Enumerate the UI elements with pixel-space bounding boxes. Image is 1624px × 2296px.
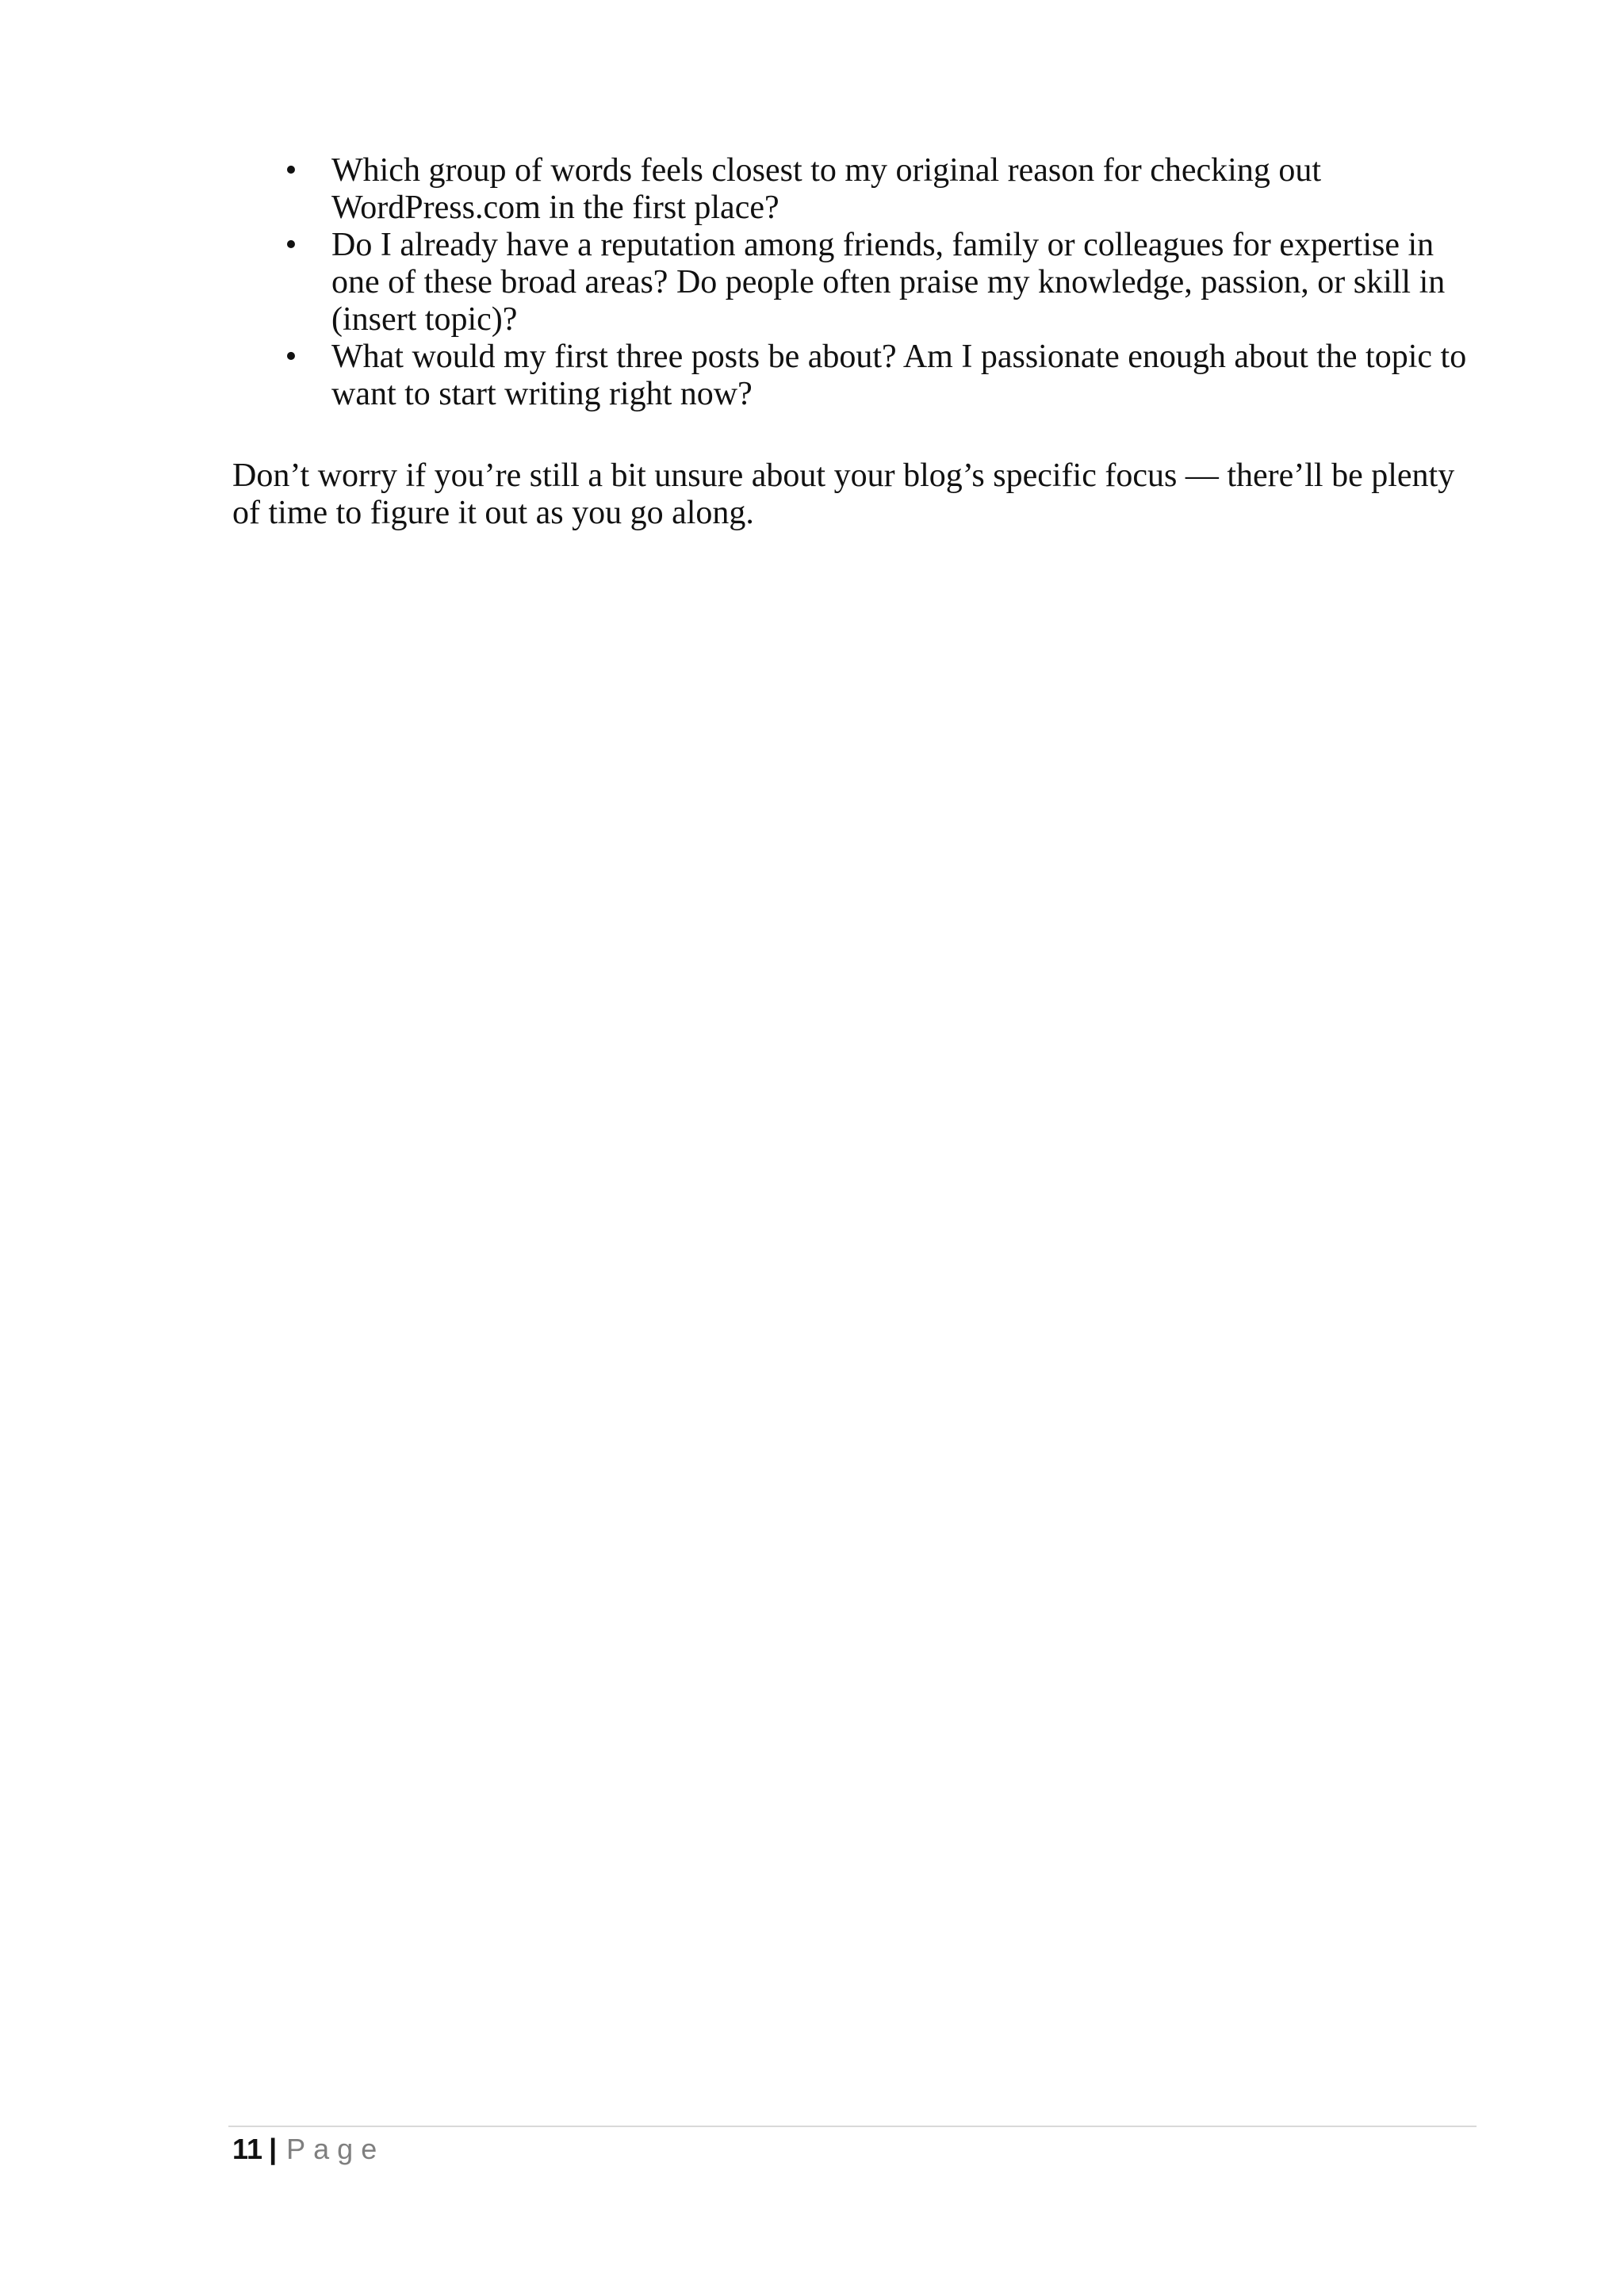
list-item (282, 227, 1487, 339)
page-number: 11 (232, 2133, 263, 2165)
bullet-icon: • (285, 339, 297, 375)
list-item (282, 339, 1487, 413)
page-label: Page (286, 2133, 385, 2165)
page-footer (232, 2131, 385, 2168)
list-item-text: What would my first three posts be about? Am I passionate enough about the topic to want to start writing right now? (331, 339, 1467, 412)
bullet-icon: • (285, 152, 297, 189)
list-item-text: Which group of words feels closest to my original reason for checking out WordPress.com in the first place? (331, 152, 1322, 226)
list-item (282, 152, 1487, 227)
list-item-text: Do I already have a reputation among friends, family or colleagues for expertise in one of these broad areas? Do people often praise my knowledge, passion, or skill in (insert topic)? (331, 227, 1446, 338)
footer-divider (228, 2126, 1477, 2127)
footer-separator: | (269, 2133, 278, 2165)
body-paragraph: Don’t worry if you’re still a bit unsure about your blog’s specific focus — there’ll be plenty of time to figure it out as you go along. (232, 457, 1455, 531)
bullet-icon: • (285, 227, 297, 263)
question-list (282, 152, 1487, 413)
